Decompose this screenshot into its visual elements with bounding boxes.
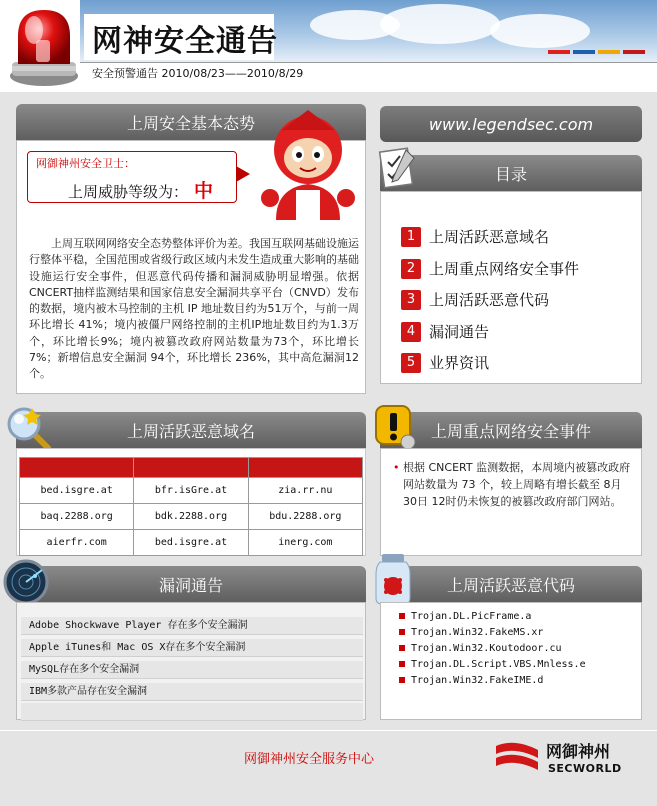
header — [0, 0, 657, 92]
domain-cell: zia.rr.nu — [248, 478, 362, 504]
bullet-icon: • — [393, 461, 400, 474]
domain-cell: inerg.com — [248, 530, 362, 556]
table-header-row — [20, 458, 363, 478]
malcode-item: Trojan.Win32.FakeMS.xr — [399, 627, 543, 638]
vuln-item[interactable]: Apple iTunes和 Mac OS X存在多个安全漏洞 — [21, 639, 363, 657]
domain-cell: baq.2288.org — [20, 504, 134, 530]
toc-title: 目录 — [380, 155, 642, 191]
malcode-item: Trojan.Win32.Koutodoor.cu — [399, 643, 562, 654]
magnifier-icon — [4, 404, 52, 452]
date-range: 安全预警通告 2010/08/23——2010/8/29 — [92, 67, 304, 80]
malcode-item: Trojan.Win32.FakeIME.d — [399, 675, 543, 686]
malcode-panel — [380, 602, 642, 720]
radar-icon — [2, 556, 54, 606]
toc-item-news[interactable]: 5 业界资讯 — [401, 352, 489, 373]
domain-cell: aierfr.com — [20, 530, 134, 556]
threat-bubble — [27, 151, 237, 203]
siren-icon — [6, 4, 82, 88]
vuln-item[interactable]: Adobe Shockwave Player 存在多个安全漏洞 — [21, 617, 363, 635]
incident-text: 根据 CNCERT 监测数据，本周境内被篡改政府网站数量为 73 个，较上周略有增长截至 8月 30日 12时仍未恢复的被篡改政府部门网站。 — [403, 461, 631, 508]
malcode-item: Trojan.DL.Script.VBS.Mnless.e — [399, 659, 586, 670]
checklist-icon — [378, 146, 418, 190]
domain-cell: bfr.isGre.at — [134, 478, 248, 504]
toc-panel — [380, 191, 642, 384]
threat-line — [68, 176, 213, 203]
guard-label: 网御神州安全卫士： — [36, 157, 135, 170]
domain-cell: bed.isgre.at — [134, 530, 248, 556]
domains-title: 上周活跃恶意域名 — [16, 412, 366, 448]
logo-name-en: SECWORLD — [548, 762, 622, 775]
domain-cell: bed.isgre.at — [20, 478, 134, 504]
vuln-item[interactable]: MySQL存在多个安全漏洞 — [21, 661, 363, 679]
situation-body: 上周互联网网络安全态势整体评价为差。我国互联网基础设施运行整体平稳，全国范围或省级行政区域内未发生造成重大影响的基础设施运行安全事件，但恶意代码传播和漏洞威胁明显增强。依据CNCERT抽样监测结果和国家信息安全漏洞共享平台（CNVD）发布的数据，境内被木马控制的主机 IP 地址数目约为51万个，与前一周环比增长 41%；境内被僵尸网络控制的主机IP地址数目约为1.3万个，环比增长9%；境内被篡改政府网站数量为73个，环比增长7%；新增信息安全漏洞 94个，环比增长 236%，其中高危漏洞12个。 — [29, 237, 359, 381]
logo-name-cn: 网御神州 — [546, 742, 611, 761]
warning-icon — [370, 400, 418, 450]
vulns-panel — [16, 602, 366, 720]
malcode-title: 上周活跃恶意代码 — [380, 566, 642, 602]
header-divider — [80, 62, 657, 63]
table-row — [20, 530, 363, 556]
domains-panel — [16, 448, 366, 556]
incident-item — [391, 459, 635, 510]
domain-cell: bdu.2288.org — [248, 504, 362, 530]
table-row — [20, 478, 363, 504]
virus-jar-icon — [372, 552, 414, 606]
situation-title: 上周安全基本态势 — [16, 104, 366, 140]
toc-item-malcode[interactable]: 3 上周活跃恶意代码 — [401, 289, 549, 310]
color-stripes — [548, 50, 645, 54]
domain-cell: bdk.2288.org — [134, 504, 248, 530]
incidents-title: 上周重点网络安全事件 — [380, 412, 642, 448]
table-row — [20, 504, 363, 530]
vulns-title: 漏洞通告 — [16, 566, 366, 602]
robot-mascot-icon — [256, 110, 360, 222]
page-title: 网神安全通告 — [92, 24, 278, 59]
toc-item-incidents[interactable]: 2 上周重点网络安全事件 — [401, 258, 579, 279]
domains-table — [19, 457, 363, 556]
footer-divider — [0, 730, 657, 731]
service-center: 网御神州安全服务中心 — [244, 752, 375, 767]
malcode-item: Trojan.DL.PicFrame.a — [399, 611, 531, 622]
toc-item-vulns[interactable]: 4 漏洞通告 — [401, 321, 489, 342]
vuln-item — [21, 703, 363, 721]
vuln-item[interactable]: IBM多款产品存在安全漏洞 — [21, 683, 363, 701]
toc-item-domains[interactable]: 1 上周活跃恶意域名 — [401, 226, 549, 247]
threat-level: 中 — [194, 180, 214, 202]
incidents-panel — [380, 448, 642, 556]
threat-label: 上周威胁等级为： — [68, 183, 189, 201]
website-url[interactable]: www.legendsec.com — [380, 106, 642, 142]
